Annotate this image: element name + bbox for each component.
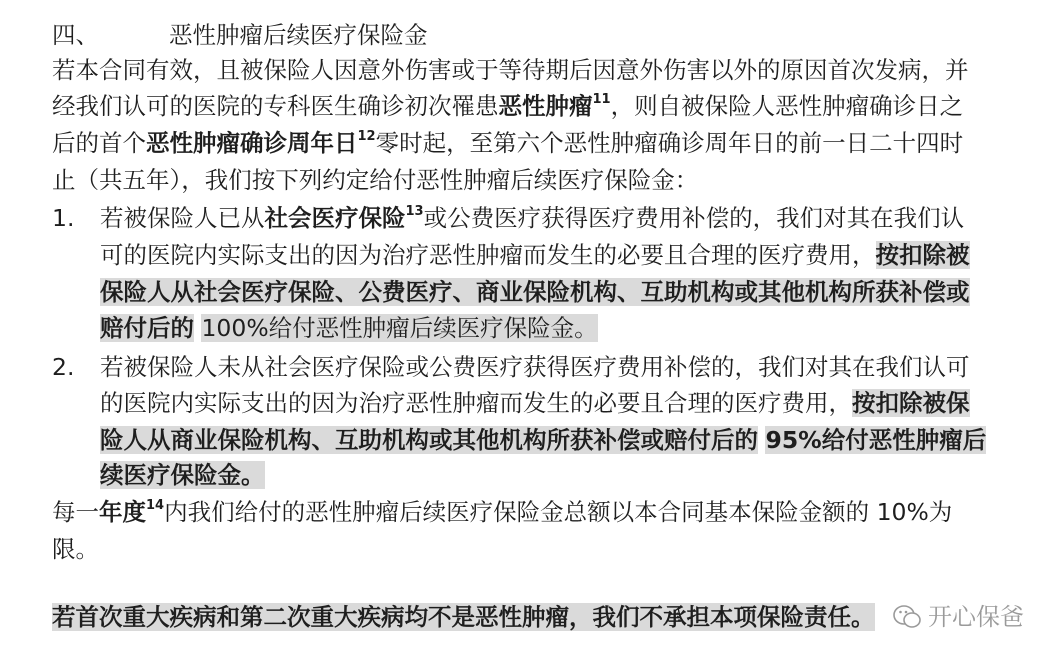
text-run: 每一: [52, 498, 99, 526]
text-run: 若本合同有效，且被保险人因意外伤害或于等待期后因意外伤害以外的原因首次发病，并: [52, 56, 969, 84]
text-run: 经我们认可的医院的专科医生确诊初次罹患: [52, 92, 499, 120]
highlighted-text: 按扣除被: [875, 241, 970, 269]
text-run: 内我们给付的恶性肿瘤后续医疗保险金总额以本合同基本保险金额的 10%为: [164, 498, 953, 526]
highlighted-text: 100%给付恶性肿瘤后续医疗保险金。: [201, 314, 598, 342]
text-line: [100, 311, 598, 345]
bold-term: 社会医疗保险: [264, 204, 406, 232]
highlighted-text: 险人从商业保险机构、互助机构或其他机构所获补偿或赔付后的: [100, 426, 758, 454]
highlighted-text: 赔付后的: [100, 314, 194, 342]
text-line: [100, 350, 970, 384]
watermark: [892, 600, 1024, 634]
section-heading: [52, 18, 428, 52]
text-line: [100, 201, 964, 235]
text-line: [52, 495, 952, 529]
list-number: 1.: [52, 204, 75, 232]
text-line: [52, 600, 875, 634]
highlighted-text: 按扣除被保: [852, 389, 970, 417]
highlighted-text: 保险人从社会医疗保险、公费医疗、商业保险机构、互助机构或其他机构所获补偿或: [100, 278, 970, 306]
text-run: 限。: [52, 535, 99, 563]
bold-term: 恶性肿瘤确诊周年日: [146, 129, 358, 157]
text-line: [52, 163, 698, 197]
footnote-ref: 12: [357, 129, 376, 144]
text-line: [52, 126, 963, 160]
highlighted-text: 续医疗保险金。: [100, 461, 265, 489]
text-run: 或公费医疗获得医疗费用补偿的，我们对其在我们认: [423, 204, 965, 232]
text-line: [100, 275, 970, 309]
text-run: 若被保险人已从: [100, 204, 265, 232]
text-line: [100, 423, 986, 457]
text-run: 止（共五年），我们按下列约定给付恶性肿瘤后续医疗保险金：: [52, 166, 699, 194]
list-number: 2.: [52, 353, 75, 381]
bold-term: 恶性肿瘤: [498, 92, 593, 120]
text-run: 可的医院内实际支出的因为治疗恶性肿瘤而发生的必要且合理的医疗费用，: [100, 241, 876, 269]
text-run: 后的首个: [52, 129, 146, 157]
wechat-icon: [892, 603, 922, 631]
highlighted-text: 95%给付恶性肿瘤后: [765, 426, 987, 454]
text-line: [52, 532, 99, 566]
footnote-ref: 11: [592, 92, 611, 107]
text-run: 零时起，至第六个恶性肿瘤确诊周年日的前一日二十四时: [375, 129, 964, 157]
footnote-ref: 13: [405, 204, 424, 219]
text-line: [100, 458, 265, 492]
text-run: ，则自被保险人恶性肿瘤确诊日之: [610, 92, 964, 120]
section-title: 恶性肿瘤后续医疗保险金: [169, 21, 428, 49]
footnote-ref: 14: [146, 498, 165, 513]
text-line: [52, 89, 963, 123]
text-run: 若被保险人未从社会医疗保险或公费医疗获得医疗费用补偿的，我们对其在我们认可: [100, 353, 970, 381]
section-number: 四、: [52, 21, 99, 49]
bold-term: 年度: [99, 498, 146, 526]
text-line: [100, 238, 970, 272]
watermark-text: 开心保爸: [928, 603, 1024, 631]
highlighted-text: 若首次重大疾病和第二次重大疾病均不是恶性肿瘤，我们不承担本项保险责任。: [52, 603, 875, 631]
text-line: [52, 53, 969, 87]
text-run: 的医院内实际支出的因为治疗恶性肿瘤而发生的必要且合理的医疗费用，: [100, 389, 852, 417]
text-line: [100, 386, 970, 420]
